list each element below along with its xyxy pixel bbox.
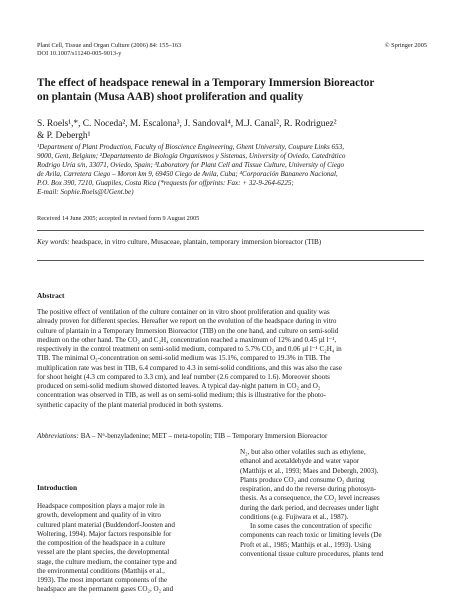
abstract-heading: Abstract (37, 291, 65, 300)
body-line: thesis. As a consequence, the CO₂ level increases (240, 494, 380, 503)
introduction-left-column (37, 502, 225, 595)
abstract-line: respectively in the control treatment on semi-solid medium, compared to 5.7% CO₂ and 0.06 µl l⁻¹ C₂H₄ in (37, 345, 342, 353)
abstract-line: already proven for different species. Hereafter we report on the evolution of the headspace during in vitro (37, 317, 337, 326)
abbreviations-label: Abbreviations: (37, 432, 79, 440)
affiliation-line: Rodrigo Uría s/n, 33071, Oviedo, Spain; ³Laboratory for Plant Cell and Tissue Culture, University of Ciego (37, 161, 345, 169)
received-dates: Received 14 June 2005; accepted in revised form 9 August 2005 (37, 215, 200, 222)
body-line: growth, development and quality of in vitro (37, 511, 161, 520)
abstract-line: multiplication rate was best in TIB, 6.4 compared to 4.3 in semi-solid conditions, and this was also the case (37, 363, 342, 372)
affiliation-line: de Avila, Carretera Ciego – Moron km 9, 69450 Ciego de Avila, Cuba; ⁴Corporación Bananero Nacional, (37, 170, 338, 178)
keywords (37, 238, 429, 247)
affiliation-line: E-mail: Sophie.Roels@UGent.be) (37, 188, 134, 196)
body-line: (Matthijs et al., 1993; Maes and Debergh, 2003). (240, 466, 379, 475)
abstract-line: produced on semi-solid medium showed distorted leaves. A typical day-night pattern in CO₂ and O₂ (37, 382, 321, 390)
abstract-line: culture of plantain in a Temporary Immersion Bioreactor (TIB) on the one hand, and culture on semi-solid (37, 326, 339, 335)
abstract-line: The positive effect of ventilation of the culture container on in vitro shoot proliferation and quality was (37, 308, 330, 316)
title-line: The effect of headspace renewal in a Temporary Immersion Bioreactor (37, 77, 375, 89)
body-line: cultured plant material (Buddendorf-Joosten and (37, 520, 175, 529)
body-line: stage, the culture medium, the container type and (37, 557, 177, 566)
body-line: Headspace composition plays a major role in (37, 502, 165, 510)
doi-line: DOI 10.1007/s11240-005-9013-y (37, 50, 122, 57)
abstract-line: concentration was observed in TIB, as well as on semi-solid medium; this is illustrative for the photo- (37, 391, 326, 400)
body-line: ethanol and acetaldehyde and water vapor (240, 457, 360, 466)
body-line: during the dark period, and decreases under light (240, 503, 379, 512)
affiliations (37, 143, 429, 197)
affiliation-line: ¹Department of Plant Production, Faculty of Bioscience Engineering, Ghent University, Coupure Links 653, (37, 143, 344, 151)
abstract-line: medium on the other hand. The CO₂ and C₂H₄ concentration reached a maximum of 12% and 0.45 µl l⁻¹, (37, 335, 337, 344)
introduction-right-column (240, 448, 426, 559)
body-line: the composition of the headspace in a culture (37, 539, 166, 547)
body-line: Proft et al., 1985; Matthijs et al., 1993). Using (240, 540, 372, 549)
affiliation-line: 9000, Gent, Belgium; ²Departamento de Biología Organismos y Sistemas, University of Oviedo, Catedrático (37, 152, 346, 160)
abstract-line: TIB. The minimal O₂-concentration on semi-solid medium was 15.1%, compared to 19.3% in TIB. The (37, 354, 331, 363)
author-list (37, 118, 432, 142)
author-line: & P. Debergh¹ (37, 131, 91, 141)
body-line: N₂, but also other volatiles such as ethylene, (240, 448, 366, 456)
divider (37, 230, 424, 231)
keywords-text: headspace, in vitro culture, Musaceae, plantain, temporary immersion bioreactor (TIB) (71, 238, 322, 246)
body-line: Plants produce CO₂ and consume O₂ during (240, 475, 365, 484)
journal-citation (37, 42, 427, 58)
body-line: conditions (e.g. Fujiwara et al., 1987). (240, 512, 349, 521)
introduction-heading: Introduction (37, 483, 78, 492)
abbreviations-text: BA – N⁶-benzyladenine; MET – meta-topolin; TIB – Temporary Immersion Bioreactor (80, 432, 328, 440)
body-line: 1993). The most important components of the (37, 576, 168, 584)
title-line: on plantain (Musa AAB) shoot proliferation and quality (37, 91, 304, 103)
copyright: © Springer 2005 (384, 42, 427, 49)
article-title (37, 76, 427, 104)
body-line: In some cases the concentration of specific (250, 522, 372, 530)
divider (37, 260, 424, 261)
body-line: headspace are the permanent gases CO₂, O₂ and (37, 585, 174, 594)
abstract-line: for shoot height (4.3 cm compared to 3.3 cm), and leaf number (2.6 compared to 1.6). Moreover shoots (37, 372, 330, 381)
journal-line: Plant Cell, Tissue and Organ Culture (2006) 84: 155–163 (37, 42, 182, 49)
abstract-line: synthetic capacity of the plant material produced in both systems. (37, 400, 223, 409)
abbreviations (37, 432, 424, 441)
body-line: the environmental conditions (Matthijs et al., (37, 566, 165, 575)
author-line: S. Roels¹,*, C. Noceda², M. Escalona³, J. Sandoval⁴, M.J. Canal², R. Rodriguez² (37, 119, 337, 129)
body-line: respiration, and do the reverse during photosyn- (240, 485, 377, 493)
affiliation-line: P.O. Box 390, 7210, Guapiles, Costa Rica (*requests for offprints: Fax: + 32-9-264-6225; (37, 179, 294, 187)
abstract-body (37, 308, 424, 410)
body-line: conventional tissue culture procedures, plants tend (240, 549, 384, 558)
body-line: Woltering, 1994). Major factors responsible for (37, 529, 172, 538)
body-line: vessel are the plant species, the developmental (37, 548, 170, 557)
body-line: components can reach toxic or limiting levels (De (240, 531, 382, 540)
keywords-label: Key words: (37, 238, 70, 246)
